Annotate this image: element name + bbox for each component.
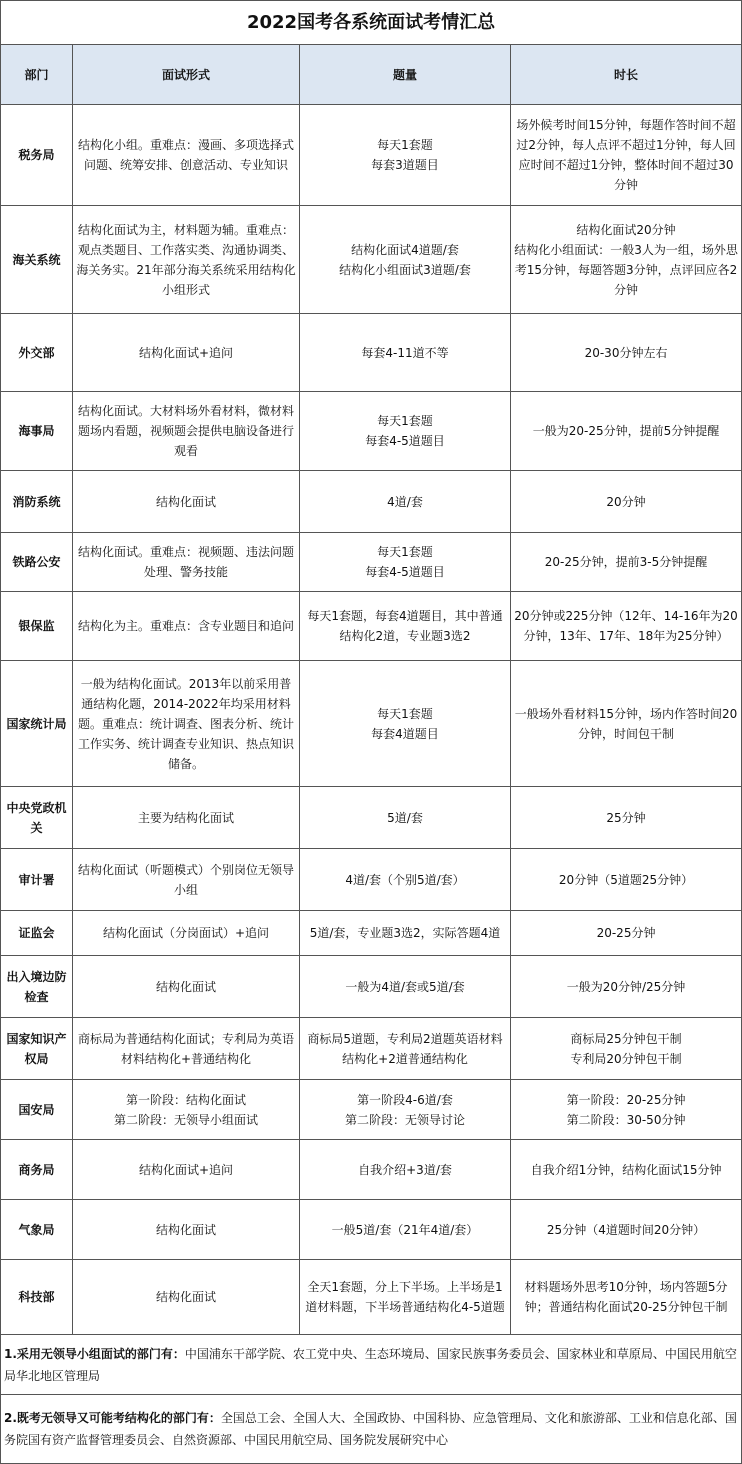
header-row [1, 45, 742, 105]
quantity-cell: 每天1套题 每套4道题目 [300, 661, 511, 787]
duration-cell: 20-30分钟左右 [511, 314, 742, 392]
header-quantity: 题量 [300, 45, 511, 105]
quantity-cell: 结构化面试4道题/套 结构化小组面试3道题/套 [300, 206, 511, 314]
dept-cell: 银保监 [1, 592, 73, 661]
table-row [1, 592, 742, 661]
duration-cell: 一般场外看材料15分钟，场内作答时间20分钟，时间包干制 [511, 661, 742, 787]
duration-cell: 20-25分钟，提前3-5分钟提醒 [511, 533, 742, 592]
form-cell: 结构化面试（听题模式）个别岗位无领导小组 [73, 849, 300, 911]
form-cell: 结构化面试 [73, 471, 300, 533]
dept-cell: 气象局 [1, 1200, 73, 1260]
duration-cell: 结构化面试20分钟 结构化小组面试：一般3人为一组，场外思考15分钟，每题答题3分钟，点评回应各2分钟 [511, 206, 742, 314]
header-dept: 部门 [1, 45, 73, 105]
duration-cell: 20分钟（5道题25分钟） [511, 849, 742, 911]
quantity-cell: 每天1套题，每套4道题目，其中普通结构化2道，专业题3选2 [300, 592, 511, 661]
table-title: 2022国考各系统面试考情汇总 [1, 1, 742, 45]
duration-cell: 一般为20分钟/25分钟 [511, 956, 742, 1018]
form-cell: 结构化面试+追问 [73, 314, 300, 392]
table-row [1, 1140, 742, 1200]
dept-cell: 国安局 [1, 1080, 73, 1140]
table-row [1, 911, 742, 956]
quantity-cell: 4道/套（个别5道/套） [300, 849, 511, 911]
table-row [1, 533, 742, 592]
note-2-text: 全国总工会、全国人大、全国政协、中国科协、应急管理局、文化和旅游部、工业和信息化部、国务院国有资产监督管理委员会、自然资源部、中国民用航空局、国务院发展研究中心 [4, 1411, 737, 1447]
quantity-cell: 商标局5道题，专利局2道题英语材料结构化+2道普通结构化 [300, 1018, 511, 1080]
quantity-cell: 5道/套，专业题3选2，实际答题4道 [300, 911, 511, 956]
quantity-cell: 4道/套 [300, 471, 511, 533]
table-row [1, 661, 742, 787]
form-cell: 结构化面试 [73, 1260, 300, 1335]
form-cell: 结构化面试。重难点：视频题、违法问题处理、警务技能 [73, 533, 300, 592]
duration-cell: 第一阶段：20-25分钟 第二阶段：30-50分钟 [511, 1080, 742, 1140]
form-cell: 结构化面试+追问 [73, 1140, 300, 1200]
dept-cell: 外交部 [1, 314, 73, 392]
dept-cell: 国家知识产权局 [1, 1018, 73, 1080]
quantity-cell: 每天1套题 每套4-5道题目 [300, 533, 511, 592]
duration-cell: 自我介绍1分钟，结构化面试15分钟 [511, 1140, 742, 1200]
form-cell: 商标局为普通结构化面试；专利局为英语材料结构化+普通结构化 [73, 1018, 300, 1080]
dept-cell: 税务局 [1, 105, 73, 206]
quantity-cell: 每套4-11道不等 [300, 314, 511, 392]
form-cell: 主要为结构化面试 [73, 787, 300, 849]
table-body [1, 105, 742, 1335]
duration-cell: 25分钟（4道题时间20分钟） [511, 1200, 742, 1260]
form-cell: 第一阶段：结构化面试 第二阶段：无领导小组面试 [73, 1080, 300, 1140]
dept-cell: 消防系统 [1, 471, 73, 533]
duration-cell: 材料题场外思考10分钟，场内答题5分钟；普通结构化面试20-25分钟包干制 [511, 1260, 742, 1335]
quantity-cell: 一般5道/套（21年4道/套） [300, 1200, 511, 1260]
note-1 [1, 1335, 742, 1395]
table-row [1, 206, 742, 314]
dept-cell: 商务局 [1, 1140, 73, 1200]
form-cell: 结构化面试 [73, 956, 300, 1018]
duration-cell: 25分钟 [511, 787, 742, 849]
table-row [1, 1080, 742, 1140]
quantity-cell: 5道/套 [300, 787, 511, 849]
duration-cell: 20-25分钟 [511, 911, 742, 956]
form-cell: 结构化面试（分岗面试）+追问 [73, 911, 300, 956]
duration-cell: 20分钟 [511, 471, 742, 533]
form-cell: 一般为结构化面试。2013年以前采用普通结构化题，2014-2022年均采用材料题。重难点：统计调查、图表分析、统计工作实务、统计调查专业知识、热点知识储备。 [73, 661, 300, 787]
table-row [1, 314, 742, 392]
form-cell: 结构化面试 [73, 1200, 300, 1260]
quantity-cell: 第一阶段4-6道/套 第二阶段：无领导讨论 [300, 1080, 511, 1140]
dept-cell: 铁路公安 [1, 533, 73, 592]
quantity-cell: 每天1套题 每套3道题目 [300, 105, 511, 206]
quantity-cell: 一般为4道/套或5道/套 [300, 956, 511, 1018]
note-1-text: 中国浦东干部学院、农工党中央、生态环境局、国家民族事务委员会、国家林业和草原局、中国民用航空局华北地区管理局 [4, 1346, 737, 1383]
table-row [1, 956, 742, 1018]
header-duration: 时长 [511, 45, 742, 105]
dept-cell: 海事局 [1, 392, 73, 471]
dept-cell: 国家统计局 [1, 661, 73, 787]
note-2 [1, 1395, 742, 1464]
table-row [1, 787, 742, 849]
duration-cell: 商标局25分钟包干制 专利局20分钟包干制 [511, 1018, 742, 1080]
duration-cell: 20分钟或225分钟（12年、14-16年为20分钟，13年、17年、18年为25分钟） [511, 592, 742, 661]
note-1-label: 1.采用无领导小组面试的部门有： [4, 1346, 185, 1361]
duration-cell: 一般为20-25分钟，提前5分钟提醒 [511, 392, 742, 471]
table-row [1, 105, 742, 206]
form-cell: 结构化面试。大材料场外看材料，微材料题场内看题，视频题会提供电脑设备进行观看 [73, 392, 300, 471]
dept-cell: 证监会 [1, 911, 73, 956]
quantity-cell: 每天1套题 每套4-5道题目 [300, 392, 511, 471]
dept-cell: 海关系统 [1, 206, 73, 314]
dept-cell: 中央党政机关 [1, 787, 73, 849]
dept-cell: 审计署 [1, 849, 73, 911]
quantity-cell: 自我介绍+3道/套 [300, 1140, 511, 1200]
note-2-label: 2.既考无领导又可能考结构化的部门有： [4, 1411, 221, 1425]
duration-cell: 场外候考时间15分钟，每题作答时间不超过2分钟，每人点评不超过1分钟，每人回应时间不超过1分钟，整体时间不超过30分钟 [511, 105, 742, 206]
form-cell: 结构化小组。重难点：漫画、多项选择式问题、统筹安排、创意活动、专业知识 [73, 105, 300, 206]
table-row [1, 849, 742, 911]
dept-cell: 出入境边防检查 [1, 956, 73, 1018]
dept-cell: 科技部 [1, 1260, 73, 1335]
quantity-cell: 全天1套题，分上下半场。上半场是1道材料题，下半场普通结构化4-5道题 [300, 1260, 511, 1335]
form-cell: 结构化为主。重难点：含专业题目和追问 [73, 592, 300, 661]
table-row [1, 1200, 742, 1260]
table-row [1, 1260, 742, 1335]
header-form: 面试形式 [73, 45, 300, 105]
table-row [1, 392, 742, 471]
table-row [1, 1018, 742, 1080]
form-cell: 结构化面试为主，材料题为辅。重难点：观点类题目、工作落实类、沟通协调类、海关务实。21年部分海关系统采用结构化小组形式 [73, 206, 300, 314]
table-row [1, 471, 742, 533]
